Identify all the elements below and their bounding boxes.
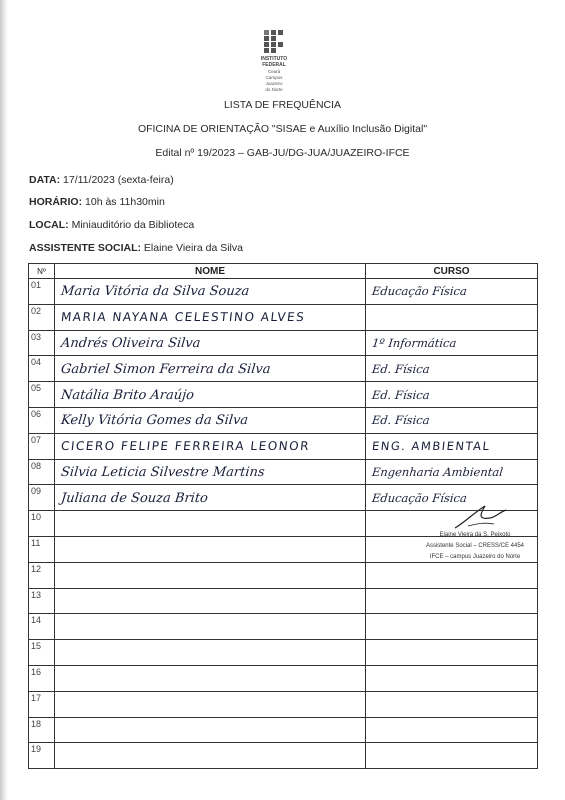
student-course: Educação Física (371, 490, 468, 505)
student-name: Juliana de Souza Brito (60, 490, 209, 506)
table-row (29, 717, 538, 743)
row-name-cell (55, 511, 366, 537)
table-row (29, 356, 538, 382)
row-name-cell (55, 640, 366, 666)
row-name-cell (55, 485, 366, 511)
row-course-cell (366, 356, 538, 382)
row-number: 10 (29, 511, 55, 537)
row-course-cell (366, 717, 538, 743)
row-name-cell (55, 717, 366, 743)
student-course: 1º Informática (371, 335, 458, 350)
row-number: 09 (29, 485, 55, 511)
student-name: Maria Vitória da Silva Souza (60, 284, 251, 300)
col-course-header: CURSO (366, 264, 538, 279)
social-worker-line: ASSISTENTE SOCIAL: Elaine Vieira da Silva (29, 242, 243, 254)
row-number: 17 (29, 691, 55, 717)
row-number: 11 (29, 536, 55, 562)
row-course-cell (366, 330, 538, 356)
table-row (29, 743, 538, 769)
scan-edge-shadow (0, 0, 8, 800)
stamp-name: Elaine Vieira da S. Peixoto (439, 532, 511, 538)
row-course-cell (366, 743, 538, 769)
table-row (29, 433, 538, 459)
table-row (29, 330, 538, 356)
row-name-cell (55, 356, 366, 382)
student-course: Educação Física (371, 284, 468, 299)
row-name-cell (55, 279, 366, 305)
row-name-cell (55, 614, 366, 640)
workshop-title: OFICINA DE ORIENTAÇÃO "SISAE e Auxílio Inclusão Digital" (137, 123, 428, 135)
row-number: 06 (29, 407, 55, 433)
row-name-cell (55, 433, 366, 459)
list-title: LISTA DE FREQUÊNCIA (223, 99, 342, 111)
table-row (29, 459, 538, 485)
table-row (29, 382, 538, 408)
row-number: 04 (29, 356, 55, 382)
row-number: 16 (29, 665, 55, 691)
row-number: 14 (29, 614, 55, 640)
row-course-cell (366, 459, 538, 485)
student-course: Ed. Física (371, 387, 431, 402)
row-number: 05 (29, 382, 55, 408)
student-name: Gabriel Simon Ferreira da Silva (60, 361, 272, 377)
row-name-cell (55, 407, 366, 433)
row-course-cell (366, 691, 538, 717)
row-course-cell (366, 382, 538, 408)
row-course-cell (366, 588, 538, 614)
row-course-cell (366, 279, 538, 305)
row-name-cell (55, 304, 366, 330)
time-line: HORÁRIO: 10h às 11h30min (29, 196, 165, 208)
row-name-cell (55, 459, 366, 485)
student-course: Engenharia Ambiental (371, 464, 504, 479)
row-course-cell (366, 665, 538, 691)
row-name-cell (55, 743, 366, 769)
row-name-cell (55, 562, 366, 588)
row-name-cell (55, 536, 366, 562)
logo-name: INSTITUTO FEDERAL (260, 56, 288, 68)
student-name: CICERO FELIPE FERREIRA LEONOR (60, 439, 311, 454)
table-row (29, 588, 538, 614)
row-number: 13 (29, 588, 55, 614)
row-number: 12 (29, 562, 55, 588)
student-course: Ed. Física (371, 413, 431, 428)
social-worker-stamp (410, 512, 540, 563)
institute-logo-icon (264, 30, 284, 54)
table-row (29, 691, 538, 717)
table-row (29, 562, 538, 588)
row-name-cell (55, 691, 366, 717)
stamp-role: Assistente Social – CRESS/CE 4454 (425, 543, 525, 549)
row-course-cell (366, 433, 538, 459)
student-course: Ed. Física (371, 361, 431, 376)
student-name: Natália Brito Araújo (60, 387, 195, 403)
table-row (29, 407, 538, 433)
row-course-cell (366, 304, 538, 330)
row-name-cell (55, 330, 366, 356)
row-number: 02 (29, 304, 55, 330)
col-name-header: NOME (55, 264, 366, 279)
student-name: Silvia Leticia Silvestre Martins (60, 464, 266, 480)
row-number: 07 (29, 433, 55, 459)
col-number-header: Nº (29, 264, 55, 279)
row-name-cell (55, 382, 366, 408)
date-line: DATA: 17/11/2023 (sexta-feira) (29, 174, 174, 186)
row-name-cell (55, 588, 366, 614)
edital-line: Edital nº 19/2023 – GAB-JU/DG-JUA/JUAZEIRO-IFCE (155, 147, 410, 159)
row-course-cell (366, 407, 538, 433)
student-name: MARIA NAYANA CELESTINO ALVES (60, 310, 307, 325)
table-row (29, 640, 538, 666)
table-row (29, 304, 538, 330)
table-header (29, 264, 538, 279)
table-row (29, 665, 538, 691)
row-number: 03 (29, 330, 55, 356)
student-course: ENG. AMBIENTAL (371, 439, 492, 454)
row-name-cell (55, 665, 366, 691)
row-number: 18 (29, 717, 55, 743)
row-course-cell (366, 614, 538, 640)
row-number: 15 (29, 640, 55, 666)
row-number: 01 (29, 279, 55, 305)
stamp-campus: IFCE – campus Juazeiro do Norte (429, 554, 521, 560)
row-course-cell (366, 640, 538, 666)
logo-campus: Ceará Campus Juazeiro do Norte (265, 69, 283, 92)
place-line: LOCAL: Miniauditório da Biblioteca (29, 219, 195, 231)
row-course-cell (366, 562, 538, 588)
table-row (29, 279, 538, 305)
student-name: Kelly Vitória Gomes da Silva (60, 413, 249, 429)
row-number: 08 (29, 459, 55, 485)
student-name: Andrés Oliveira Silva (60, 335, 202, 351)
signature-icon (450, 502, 510, 532)
row-number: 19 (29, 743, 55, 769)
table-row (29, 614, 538, 640)
